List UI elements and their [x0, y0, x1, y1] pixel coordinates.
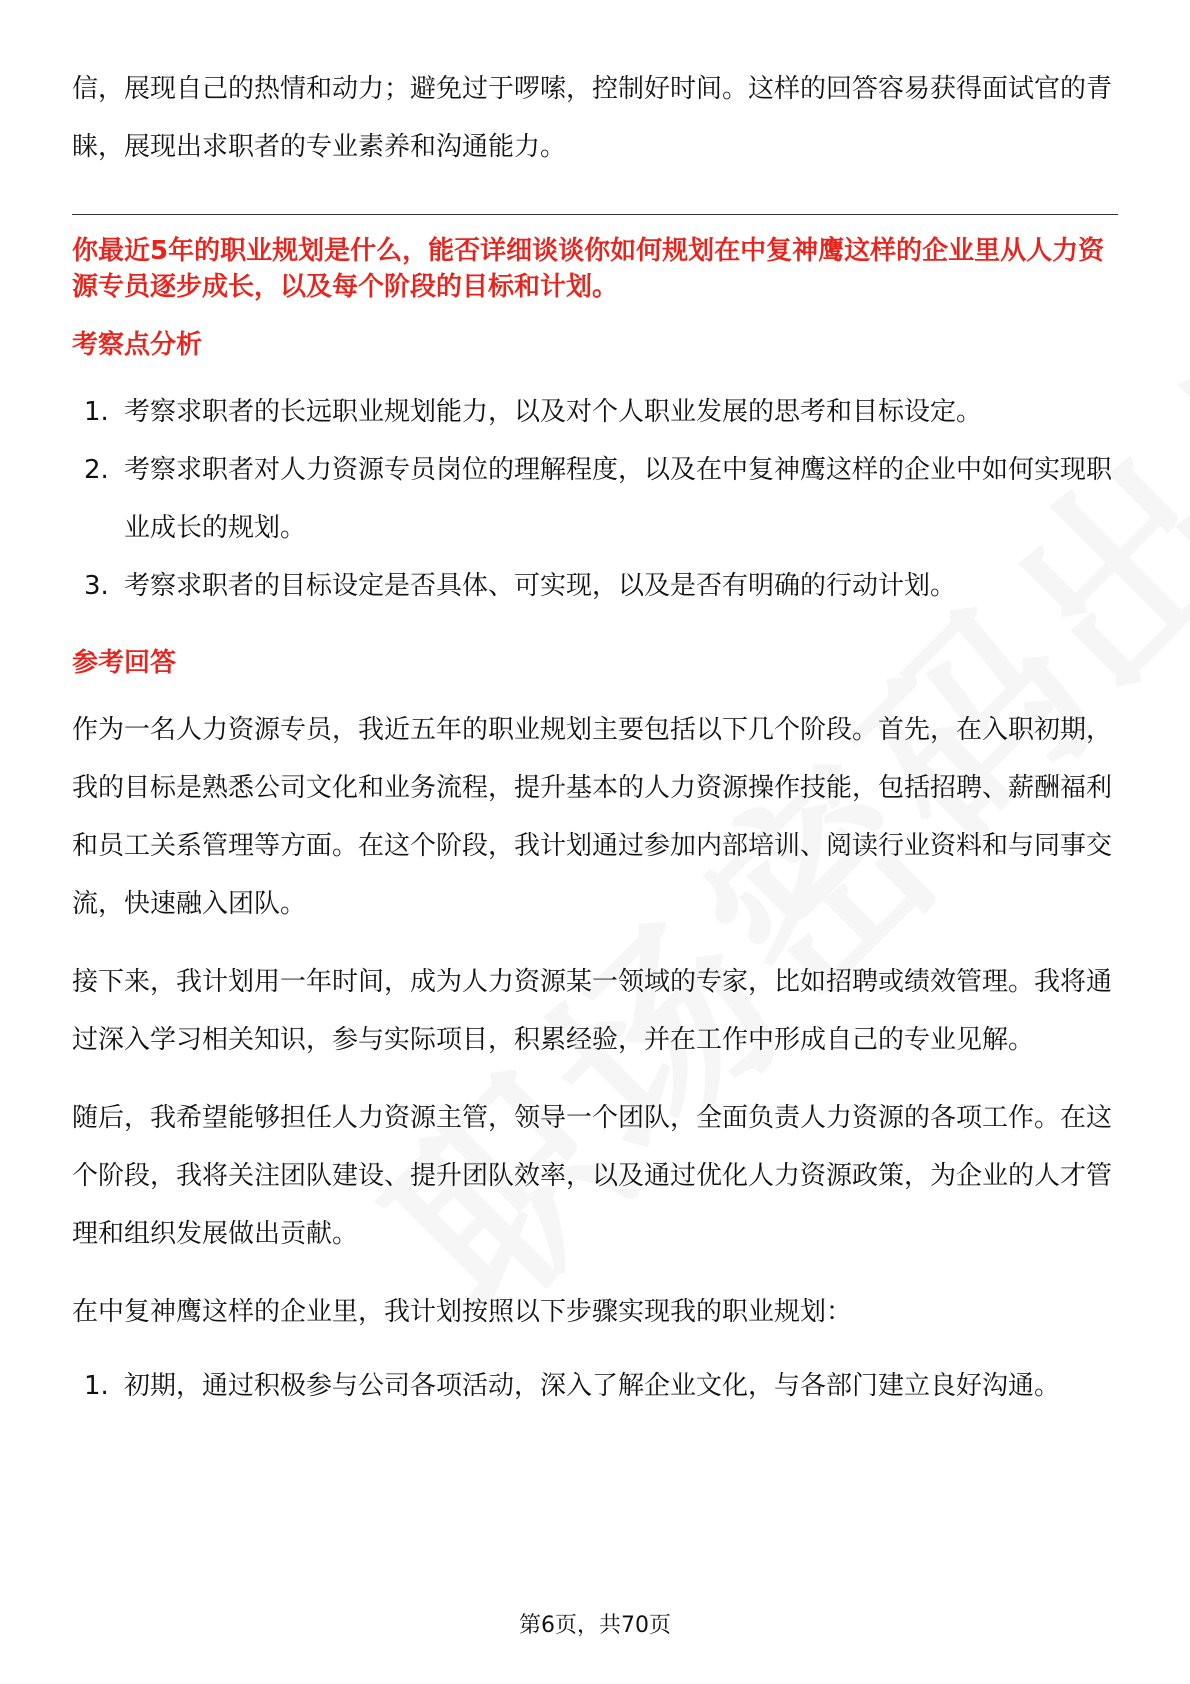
- list-item: [72, 383, 1118, 441]
- page-footer: 第6页，共70页: [519, 1613, 671, 1638]
- answer-heading: 参考回答: [72, 648, 177, 678]
- list-item-number: 1.: [84, 1371, 109, 1401]
- list-item-text: 考察求职者的目标设定是否具体、可实现，以及是否有明确的行动计划。: [124, 571, 957, 601]
- list-item-number: 1.: [84, 397, 109, 427]
- list-item-text: 考察求职者的长远职业规划能力，以及对个人职业发展的思考和目标设定。: [124, 397, 983, 427]
- answer-steps-list: [72, 1357, 1118, 1415]
- list-item: [72, 441, 1118, 557]
- page-content: [72, 60, 1118, 1415]
- interview-question: 你最近5年的职业规划是什么，能否详细谈谈你如何规划在中复神鹰这样的企业里从人力资源专员逐步成长，以及每个阶段的目标和计划。: [72, 236, 1105, 302]
- list-item-number: 2.: [84, 455, 109, 485]
- list-item: [72, 557, 1118, 615]
- list-item-text: 考察求职者对人力资源专员岗位的理解程度，以及在中复神鹰这样的企业中如何实现职业成长的规划。: [124, 455, 1113, 543]
- list-item: [72, 1357, 1118, 1415]
- section-divider: [72, 214, 1118, 215]
- answer-paragraph: 在中复神鹰这样的企业里，我计划按照以下步骤实现我的职业规划：: [72, 1297, 853, 1327]
- intro-paragraph: 信，展现自己的热情和动力；避免过于啰嗦，控制好时间。这样的回答容易获得面试官的青睐，展现出求职者的专业素养和沟通能力。: [72, 74, 1113, 162]
- analysis-heading: 考察点分析: [72, 330, 203, 360]
- list-item-number: 3.: [84, 571, 109, 601]
- answer-paragraph: 随后，我希望能够担任人力资源主管，领导一个团队，全面负责人力资源的各项工作。在这个阶段，我将关注团队建设、提升团队效率，以及通过优化人力资源政策，为企业的人才管理和组织发展做出贡献。: [72, 1103, 1113, 1249]
- analysis-list: [72, 383, 1118, 615]
- answer-paragraph: 接下来，我计划用一年时间，成为人力资源某一领域的专家，比如招聘或绩效管理。我将通过深入学习相关知识，参与实际项目，积累经验，并在工作中形成自己的专业见解。: [72, 967, 1113, 1055]
- answer-paragraph: 作为一名人力资源专员，我近五年的职业规划主要包括以下几个阶段。首先，在入职初期，我的目标是熟悉公司文化和业务流程，提升基本的人力资源操作技能，包括招聘、薪酬福利和员工关系管理等方面。在这个阶段，我计划通过参加内部培训、阅读行业资料和与同事交流，快速融入团队。: [72, 715, 1113, 919]
- list-item-text: 初期，通过积极参与公司各项活动，深入了解企业文化，与各部门建立良好沟通。: [124, 1371, 1061, 1401]
